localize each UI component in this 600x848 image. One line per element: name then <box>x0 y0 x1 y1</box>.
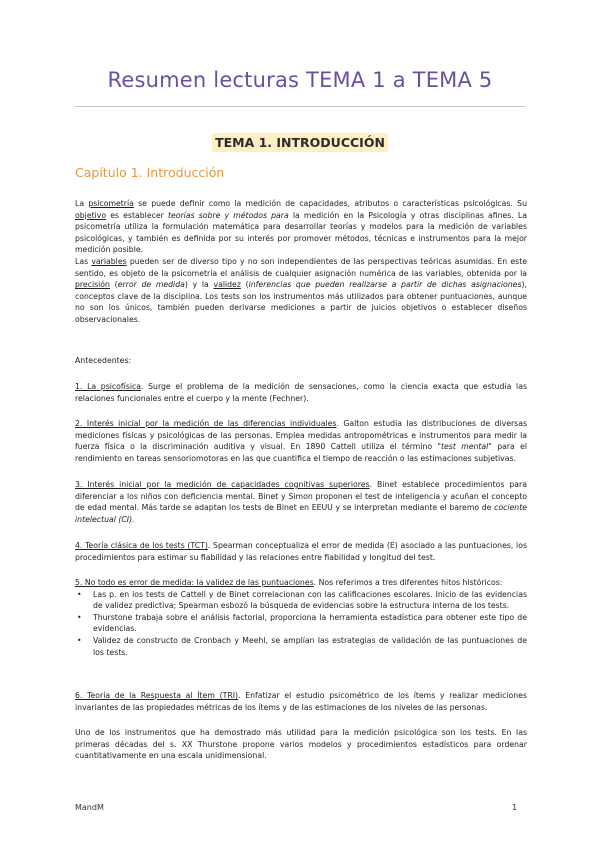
antecedente-1-title: 1. La psicofísica <box>75 382 141 391</box>
antecedente-1: 1. La psicofísica. Surge el problema de la medición de sensaciones, como la ciencia exacta que estudia las relaciones funcionales entre el cuerpo y la mente (Fechner). <box>75 382 527 403</box>
antecedente-6-title: 6. Teoría de la Respuesta al Ítem (TRI) <box>75 691 239 700</box>
antecedente-4: 4. Teoría clásica de los tests (TCT). Spearman conceptualiza el error de medida (E) asociado a las puntuaciones, los procedimientos para estimar su fiabilidad y las relaciones entre fiabilidad y longitud del test. <box>75 541 527 562</box>
intro-paragraph-2: Las variables pueden ser de diverso tipo y no son independientes de las perspectivas teóricas asumidas. En este sentido, es objeto de la psicometría el análisis de cualquier asignación numérica de las variables, obtenida por la precisión (error de medida) y la validez (inferencias que pueden realizarse a partir de dichas asignaciones), conceptos clave de la disciplina. Los tests son los instrumentos más utilizados para obtener puntuaciones, aunque no son los únicos, también pueden derivarse mediciones a partir de juicios objetivos o establecer diseños observacionales. <box>75 256 527 324</box>
antecedente-2: 2. Interés inicial por la medición de las diferencias individuales. Galton estudia las distribuciones de diversas mediciones físicas y psicológicas de las personas. Emplea medidas antropométricas e instrumentos para medir la fuerza física o la discriminación auditiva y visual. En 1890 Cattell utiliza el término "test mental" para el rendimiento en tareas sensoriomotoras en las que cuantifica el tiempo de reacción o las estimaciones subjetivas. <box>75 419 528 463</box>
antecedente-5: 5. No todo es error de medida: la validez de las puntuaciones. Nos referimos a tres diferentes hitos históricos: • Las p. en los tests de Cattell y de Binet correlacionan con las calificaciones escolares. Inicio de las evidencias de validez predictiva; Spearman esbozó la búsqueda de evidencias sobre la estructura interna de los tests. • Thurstone trabaja sobre el análisis factorial, proporciona la herramienta estadística para obtener este tipo de evidencias. • Validez de constructo de Cronbach y Meehl, se amplían las estrategias de validación de las puntuaciones de los tests. <box>75 577 527 658</box>
antecedentes-heading: Antecedentes: <box>75 356 132 365</box>
antecedente-3: 3. Interés inicial por la medición de capacidades cognitivas superiores. Binet establece procedimientos para diferenciar a los niños con deficiencia mental. Binet y Simon proponen el test de inteligencia y acuñan el concepto de edad mental. Más tarde se adaptan los tests de Binet en EEUU y se interpretan mediante el baremo de cociente intelectual (CI). <box>75 480 527 524</box>
intro-paragraph-1: La psicometría se puede definir como la medición de capacidades, atributos o características psicológicas. Su objetivo es establecer teorías sobre y métodos para la medición en la Psicología y otras disciplinas afines. La psicometría utiliza la formulación matemática para desarrollar teorías y modelos para la medición de variables psicológicas, y también es definida por su interés por promover métodos, técnicas e instrumentos para la mejor medición posible. <box>75 199 527 255</box>
term-cociente-intelectual: cociente intelectual (CI). <box>75 503 527 524</box>
title-divider <box>75 106 525 107</box>
term-psicometria: psicometría <box>88 199 134 208</box>
term-test-mental: "test mental" <box>437 442 492 452</box>
term-objetivo: objetivo <box>75 210 107 220</box>
footer-author: MandM <box>75 803 104 812</box>
term-teorias: teorías sobre y métodos para <box>167 210 289 220</box>
list-item: • Validez de constructo de Cronbach y Meehl, se amplían las estrategias de validación de las puntuaciones de los tests. <box>93 635 527 658</box>
term-validez: validez <box>213 280 241 290</box>
term-error: error de medida <box>117 280 185 290</box>
section-heading-text: TEMA 1. INTRODUCCIÓN <box>212 133 388 152</box>
antecedente-5-title: 5. No todo es error de medida: la validez de las puntuaciones <box>75 578 314 587</box>
chapter-heading: Capítulo 1. Introducción <box>75 165 225 180</box>
list-item: • Thurstone trabaja sobre el análisis factorial, proporciona la herramienta estadística para obtener este tipo de evidencias. <box>93 612 527 635</box>
term-variables: variables <box>91 256 127 266</box>
list-item: • Las p. en los tests de Cattell y de Binet correlacionan con las calificaciones escolares. Inicio de las evidencias de validez predictiva; Spearman esbozó la búsqueda de evidencias sobre la estructura interna de los tests. <box>93 589 527 612</box>
page-number: 1 <box>512 803 518 812</box>
document-title: Resumen lecturas TEMA 1 a TEMA 5 <box>107 68 493 92</box>
antecedente-4-title: 4. Teoría clásica de los tests (TCT) <box>75 541 208 550</box>
term-inferencias: inferencias que pueden realizarse a partir de dichas asignaciones <box>248 280 522 290</box>
term-precision: precisión <box>75 280 110 290</box>
antecedente-2-title: 2. Interés inicial por la medición de las diferencias individuales <box>75 419 337 428</box>
section-heading <box>0 132 600 151</box>
validity-milestones-list <box>75 589 527 659</box>
antecedente-6: 6. Teoría de la Respuesta al Ítem (TRI). Enfatizar el estudio psicométrico de los ítems y realizar mediciones invariantes de las propiedades métricas de los ítems y de las estimaciones de los niveles de las personas. <box>75 691 527 712</box>
closing-paragraph: Uno de los instrumentos que ha demostrado más utilidad para la medición psicológica son los tests. En las primeras décadas del s. XX Thurstone propone varios modelos y procedimientos estadísticos para ordenar cuantitativamente en una escala unidimensional. <box>75 728 527 761</box>
intro-block <box>75 198 527 326</box>
antecedente-3-title: 3. Interés inicial por la medición de capacidades cognitivas superiores <box>75 480 370 489</box>
